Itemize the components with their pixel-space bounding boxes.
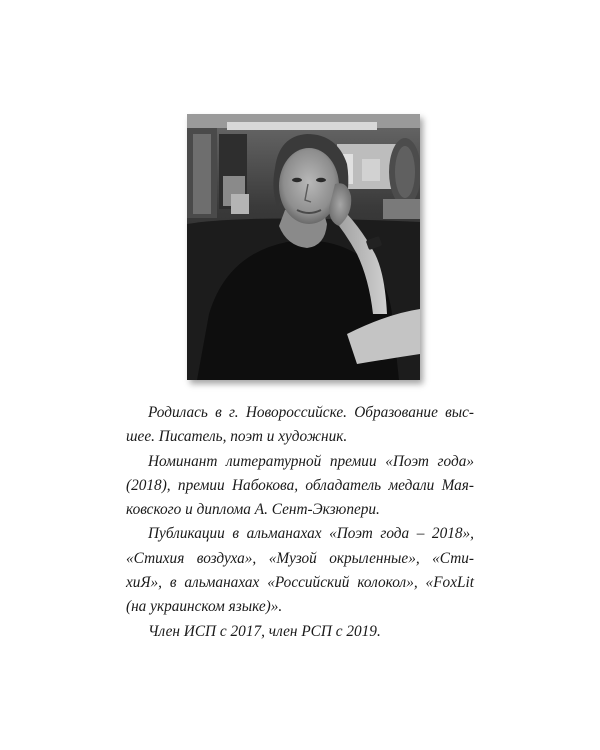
bio-line: Публикации в альманахах «Поэт года – 2018»,: [148, 525, 474, 543]
bio-line: Член ИСП с 2017, член РСП с 2019.: [148, 622, 381, 640]
author-bio: [126, 401, 474, 644]
bio-paragraph-publications: [126, 522, 474, 619]
bio-line: хиЯ», в альманахах «Российский колокол», «FoxLit: [126, 574, 474, 592]
bio-line: (2018), премии Набокова, обладатель медали Мая-: [126, 476, 474, 494]
bio-line: шее. Писатель, поэт и художник.: [126, 428, 348, 446]
bio-line: Родилась в г. Новороссийске. Образование выс-: [148, 404, 474, 421]
bio-line: Номинант литературной премии «Поэт года»: [148, 452, 474, 470]
author-portrait-photo-icon: [187, 114, 420, 380]
bio-line: «Стихия воздуха», «Музой окрыленные», «Сти-: [126, 549, 474, 567]
author-photo: [187, 114, 420, 380]
bio-paragraph-birth: [126, 401, 474, 450]
bio-line: (на украинском языке)».: [126, 598, 283, 616]
bio-line: ковского и диплома А. Сент-Экзюпери.: [126, 501, 380, 519]
bio-paragraph-awards: [126, 450, 474, 523]
bio-paragraph-membership: [126, 620, 474, 644]
